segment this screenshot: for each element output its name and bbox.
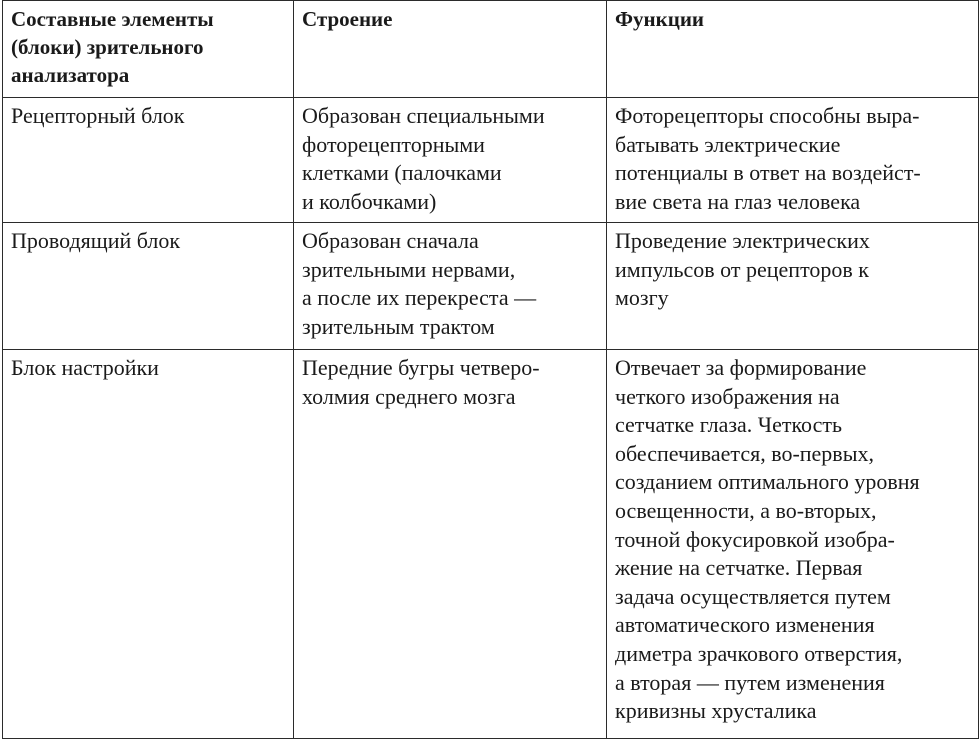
header-function-label: Функции — [615, 7, 705, 31]
visual-analyzer-table — [2, 0, 979, 739]
structure-text: Образован сначала зрительными нервами, а после их перекреста — зрительным трактом — [302, 228, 537, 339]
cell-block — [3, 98, 294, 223]
cell-function — [607, 223, 979, 350]
table-row — [3, 223, 979, 350]
function-text: Фоторецепторы способны выра- батывать электрические потенциалы в ответ на воздейст- вие света на глаз человека — [615, 103, 921, 214]
table-header-row — [3, 1, 979, 98]
block-name: Блок настройки — [11, 355, 159, 380]
header-block-column — [3, 1, 294, 98]
block-name: Рецепторный блок — [11, 103, 185, 128]
cell-function — [607, 350, 979, 739]
cell-block — [3, 223, 294, 350]
block-name: Проводящий блок — [11, 228, 181, 253]
table-row — [3, 350, 979, 739]
cell-structure — [294, 350, 607, 739]
header-function-column — [607, 1, 979, 98]
structure-text: Образован специальными фоторецепторными клетками (палочками и колбочками) — [302, 103, 545, 214]
header-structure-column — [294, 1, 607, 98]
function-text: Проведение электрических импульсов от рецепторов к мозгу — [615, 228, 870, 311]
function-text: Отвечает за формирование четкого изображения на сетчатке глаза. Четкость обеспечивается, во-первых, созданием оптимального уровня освещенности, а во-вторых, точной фокусировкой изобра- жение на сетчатке. Первая задача осуществляется путем автоматического изменения диметра зрачкового отверстия, а вторая — путем изменения кривизны хрусталика — [615, 355, 920, 724]
structure-text: Передние бугры четверо- холмия среднего мозга — [302, 355, 540, 409]
cell-function — [607, 98, 979, 223]
cell-block — [3, 350, 294, 739]
table-row — [3, 98, 979, 223]
cell-structure — [294, 223, 607, 350]
cell-structure — [294, 98, 607, 223]
header-structure-label: Строение — [302, 7, 393, 31]
header-block-label: Составные элементы (блоки) зрительного анализатора — [11, 7, 214, 87]
